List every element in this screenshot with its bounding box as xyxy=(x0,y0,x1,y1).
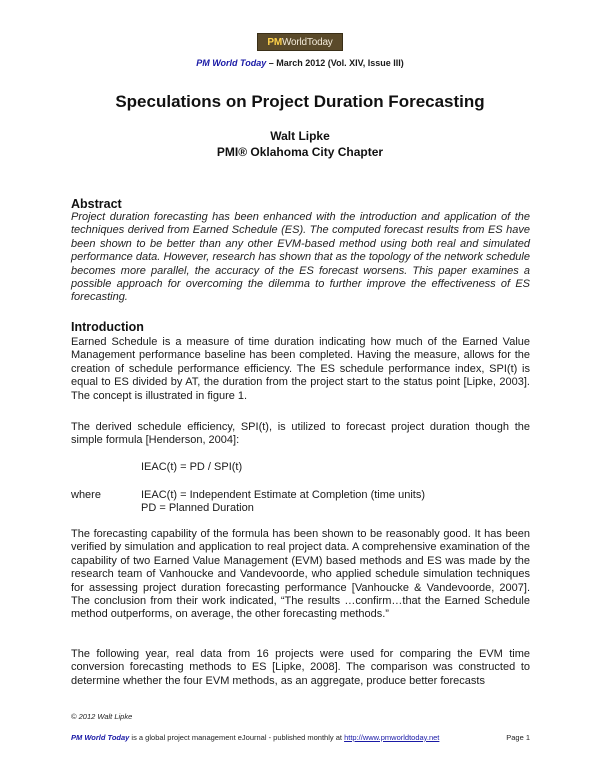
footer-magazine-name: PM World Today xyxy=(71,733,130,742)
footer-url-link[interactable]: http://www.pmworldtoday.net xyxy=(344,733,440,742)
intro-paragraph-1: Earned Schedule is a measure of time duration indicating how much of the Earned Value Management performance baseline has been completed. Having the measure, allows for the creation of schedule performance efficiency. The ES schedule performance index, SPI(t) is equal to ES divided by AT, the duration from the project start to the status point [Lipke, 2003]. The concept is illustrated in figure 1. xyxy=(71,336,530,402)
issue-line xyxy=(0,58,600,68)
intro-paragraph-2: The derived schedule efficiency, SPI(t), is utilized to forecast project duration though the simple formula [Henderson, 2004]: xyxy=(71,421,530,447)
formula-definition-ieac: IEAC(t) = Independent Estimate at Completion (time units) xyxy=(141,489,425,501)
page-number: Page 1 xyxy=(506,733,530,742)
intro-paragraph-3: The forecasting capability of the formula has been shown to be reasonably good. It has been verified by simulation and application to real project data. A comprehensive examination of the capability of two Earned Value Management (EVM) based methods and ES was made by the research team of Vanhoucke and Vandevoorde, who applied schedule simulation techniques for assessing project duration forecasting performance [Vanhoucke & Vandevoorde, 2007]. The conclusion from their work indicated, “The results …confirm…that the Earned Schedule method outperforms, on average, the other forecasting methods.” xyxy=(71,528,530,621)
logo-text: PMWorldToday xyxy=(267,36,333,48)
copyright-notice: © 2012 Walt Lipke xyxy=(71,712,133,721)
pm-world-today-logo xyxy=(257,33,343,51)
abstract-text: Project duration forecasting has been enhanced with the introduction and application of the techniques derived from Earned Schedule (ES). The computed forecast results from ES have been shown to be better than any other EVM-based method using both real and simulated performance data. However, research has shown that as the topology of the network schedule becomes more parallel, the accuracy of the ES forecast worsens. This paper examines a possible approach for overcoming the dilemma to further improve the effectiveness of ES forecasting. xyxy=(71,211,530,304)
paper-title: Speculations on Project Duration Forecasting xyxy=(115,92,485,111)
author-affiliation: PMI® Oklahoma City Chapter xyxy=(216,145,384,159)
formula-ieac: IEAC(t) = PD / SPI(t) xyxy=(141,461,243,473)
author-name: Walt Lipke xyxy=(270,129,330,143)
footer-description: is a global project management eJournal - published monthly at xyxy=(129,733,345,742)
intro-paragraph-4: The following year, real data from 16 projects were used for comparing the EVM time conversion forecasting methods to ES [Lipke, 2008]. The comparison was constructed to determine whether the four EVM methods, as an aggregate, produce better forecasts xyxy=(71,648,530,687)
issue-info: – March 2012 (Vol. XIV, Issue III) xyxy=(266,58,404,68)
magazine-name: PM World Today xyxy=(196,58,267,68)
abstract-heading: Abstract xyxy=(71,197,122,211)
introduction-heading: Introduction xyxy=(71,320,144,334)
formula-where-label: where xyxy=(71,489,101,501)
formula-definition-pd: PD = Planned Duration xyxy=(141,502,254,514)
page-footer xyxy=(71,733,530,742)
